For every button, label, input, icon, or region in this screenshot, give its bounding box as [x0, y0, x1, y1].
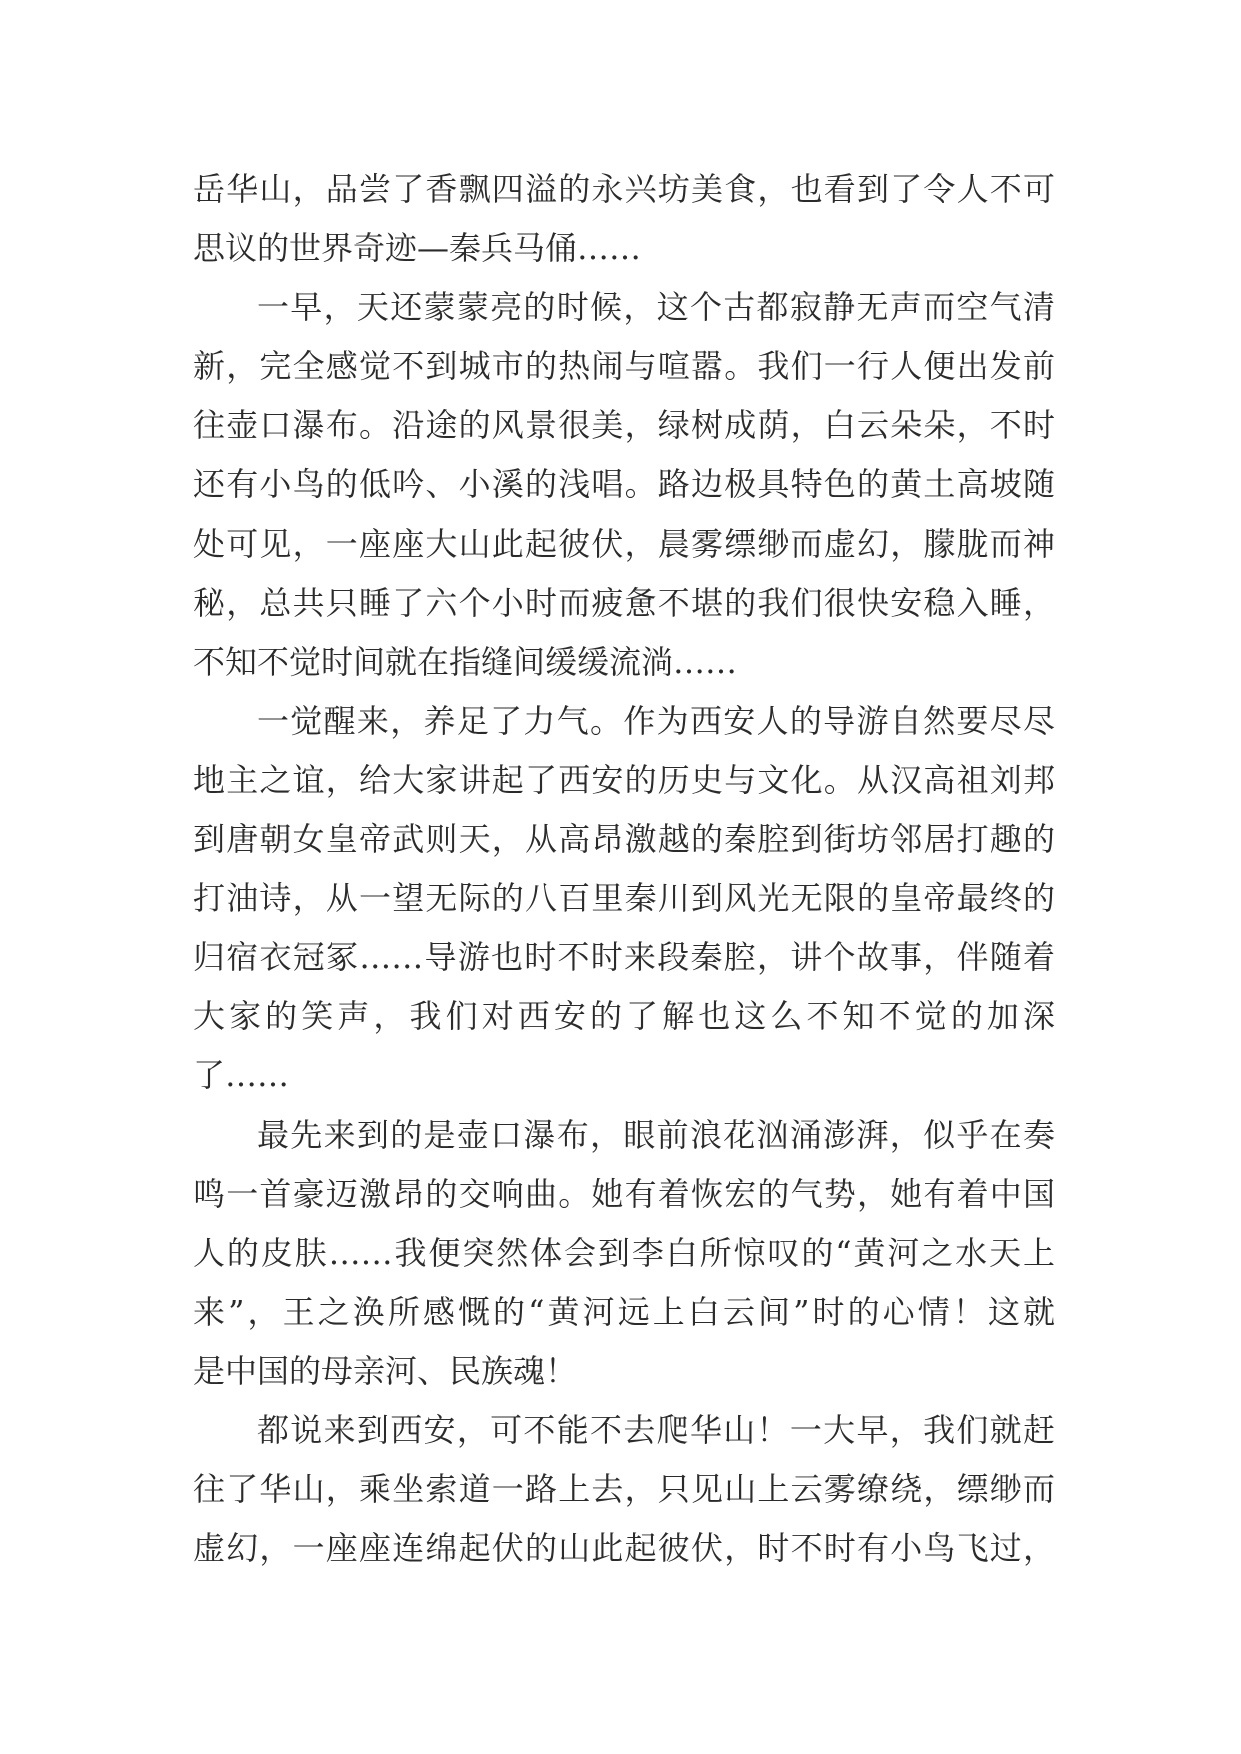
text-line: 来”，王之涣所感慨的“黄河远上白云间”时的心情！这就 [193, 1292, 1055, 1331]
text-line: 处可见，一座座大山此起彼伏，晨雾缥缈而虚幻，朦胧而神 [193, 524, 1055, 563]
text-line: 大家的笑声，我们对西安的了解也这么不知不觉的加深 [193, 997, 1055, 1036]
body-text [193, 160, 1055, 1578]
text-line: 虚幻，一座座连绵起伏的山此起彼伏，时不时有小鸟飞过， [193, 1529, 1055, 1568]
paragraph [193, 160, 1055, 278]
text-line: 一早，天还蒙蒙亮的时候，这个古都寂静无声而空气清 [257, 288, 1055, 327]
text-line: 岳华山，品尝了香飘四溢的永兴坊美食，也看到了令人不可 [193, 170, 1055, 208]
text-line: 了…… [193, 1056, 290, 1095]
text-line: 人的皮肤……我便突然体会到李白所惊叹的“黄河之水天上 [193, 1233, 1055, 1272]
paragraph [193, 1401, 1055, 1578]
text-line: 最先来到的是壶口瀑布，眼前浪花汹涌澎湃，似乎在奏 [257, 1115, 1055, 1154]
paragraph [193, 692, 1055, 1106]
text-line: 不知不觉时间就在指缝间缓缓流淌…… [193, 642, 738, 681]
text-line: 还有小鸟的低吟、小溪的浅唱。路边极具特色的黄土高坡随 [193, 465, 1055, 504]
text-line: 往了华山，乘坐索道一路上去，只见山上云雾缭绕，缥缈而 [193, 1470, 1055, 1509]
text-line: 打油诗，从一望无际的八百里秦川到风光无限的皇帝最终的 [193, 879, 1055, 918]
text-line: 往壶口瀑布。沿途的风景很美，绿树成荫，白云朵朵，不时 [193, 406, 1055, 445]
text-line: 是中国的母亲河、民族魂！ [193, 1351, 578, 1390]
text-line: 地主之谊，给大家讲起了西安的历史与文化。从汉高祖刘邦 [193, 760, 1055, 799]
paragraph [193, 1106, 1055, 1401]
text-line: 归宿衣冠冢……导游也时不时来段秦腔，讲个故事，伴随着 [193, 938, 1055, 977]
text-line: 秘，总共只睡了六个小时而疲惫不堪的我们很快安稳入睡， [193, 583, 1055, 622]
text-line: 都说来到西安，可不能不去爬华山！一大早，我们就赶 [257, 1410, 1055, 1449]
text-line: 鸣一首豪迈激昂的交响曲。她有着恢宏的气势，她有着中国 [193, 1174, 1055, 1213]
text-line: 思议的世界奇迹—秦兵马俑…… [193, 229, 642, 268]
text-line: 到唐朝女皇帝武则天，从高昂激越的秦腔到街坊邻居打趣的 [193, 820, 1055, 859]
text-line: 新，完全感觉不到城市的热闹与喧嚣。我们一行人便出发前 [193, 347, 1055, 386]
text-line: 一觉醒来，养足了力气。作为西安人的导游自然要尽尽 [257, 701, 1055, 740]
paragraph [193, 278, 1055, 692]
